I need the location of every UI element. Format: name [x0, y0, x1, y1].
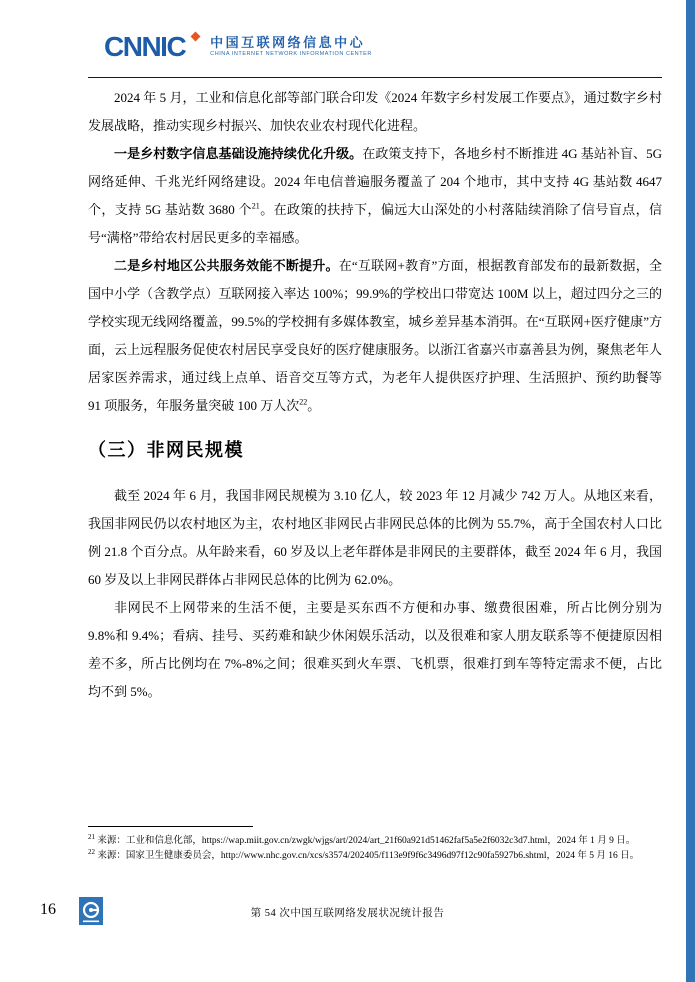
logo-english-name: CHINA INTERNET NETWORK INFORMATION CENTER	[210, 51, 372, 58]
cnnic-logo-wordmark: CNNIC	[104, 31, 186, 62]
footnote: $^{22}$ 来源：国家卫生健康委员会，http://www.nhc.gov.cn/xcs/s3574/202405/f113e9f9f6c3496d97f12c90fa5927b6.shtml，2024 年 5 月 16 日。	[88, 847, 640, 861]
page-header	[104, 33, 372, 61]
logo-accent-dot-icon	[191, 32, 201, 42]
page-footer	[0, 897, 695, 931]
page-edge-accent-bar	[686, 0, 695, 982]
footnote-divider	[88, 826, 253, 827]
footnote: $^{21}$ 来源：工业和信息化部，https://wap.miit.gov.cn/zwgk/wjgs/art/2024/art_21f60a921d51462faf5a5e2f6032c3d7.html，2024 年 1 月 9 日。	[88, 832, 636, 846]
logo-chinese-name: 中国互联网络信息中心	[210, 35, 366, 51]
paragraph: 二是乡村地区公共服务效能不断提升。在“互联网+教育”方面，根据教育部发布的最新数据，全国中小学（含教学点）互联网接入率达 100%；99.9%的学校出口带宽达 100M 以上，超过四分之三的学校实现无线网络覆盖，99.5%的学校拥有多媒体教室，城乡差异基本消弭。在“互联网+医疗健康”方面，云上远程服务促使农村居民享受良好的医疗健康服务。以浙江省嘉兴市嘉善县为例，聚焦老年人居家医养需求，通过线上点单、语音交互等方式，为老年人提供医疗护理、生活照护、预约助餐等 91 项服务，年服务量突破 100 万人次$^{22}$。	[88, 258, 662, 413]
footnotes	[88, 826, 662, 864]
paragraph: 2024 年 5 月，工业和信息化部等部门联合印发《2024 年数字乡村发展工作要点》，通过数字乡村发展战略，推动实现乡村振兴、加快农业农村现代化进程。	[88, 90, 662, 133]
paragraph: 一是乡村数字信息基础设施持续优化升级。在政策支持下，各地乡村不断推进 4G 基站补盲、5G 网络延伸、千兆光纤网络建设。2024 年电信普遍服务覆盖了 204 个地市，其中支持 4G 基站数 4647 个，支持 5G 基站数 3680 个$^{21}$。在政策的扶持下，偏远大山深处的小村落陆续消除了信号盲点，信号“满格”带给农村居民更多的幸福感。	[88, 146, 662, 245]
document-body	[88, 84, 662, 706]
header-divider	[88, 77, 662, 78]
paragraph: 非网民不上网带来的生活不便，主要是买东西不方便和办事、缴费很困难，所占比例分别为 9.8%和 9.4%；看病、挂号、买药难和缺少休闲娱乐活动，以及很难和家人朋友联系等不便捷原因相差不多，所占比例均在 7%-8%之间；很难买到火车票、飞机票，很难打到车等特定需求不便，占比均不到 5%。	[88, 600, 662, 699]
report-title: 第 54 次中国互联网络发展状况统计报告	[250, 908, 445, 919]
page-number: 16	[40, 901, 56, 918]
paragraph: 截至 2024 年 6 月，我国非网民规模为 3.10 亿人，较 2023 年 12 月减少 742 万人。从地区来看，我国非网民仍以农村地区为主，农村地区非网民占非网民总体的比例为 55.7%，高于全国农村人口比例 21.8 个百分点。从年龄来看，60 岁及以上老年群体是非网民的主要群体，截至 2024 年 6 月，我国 60 岁及以上非网民群体占非网民总体的比例为 62.0%。	[88, 488, 662, 587]
section-heading: （三）非网民规模	[88, 440, 244, 460]
logo-names	[210, 35, 372, 59]
